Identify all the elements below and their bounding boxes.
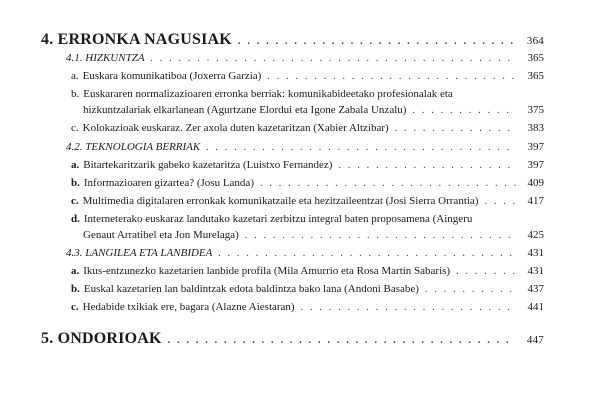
toc-section-4-2[interactable] xyxy=(66,141,544,153)
toc-section-4-3[interactable] xyxy=(66,247,544,259)
section-title: 4.2. TEKNOLOGIA BERRIAK xyxy=(66,141,201,153)
toc-entry-4-2-c[interactable] xyxy=(71,195,544,207)
dot-leader xyxy=(412,105,516,116)
page-number: 383 xyxy=(527,122,544,134)
entry-title: Euskararen normalizazioaren erronka berriak: komunikabideetako profesionalak eta xyxy=(83,88,453,100)
toc-chapter-5[interactable] xyxy=(41,330,544,348)
dot-leader xyxy=(425,284,516,295)
entry-title: Euskara komunikatiboa (Joxerra Garzia) xyxy=(82,70,262,82)
entry-label: a. xyxy=(71,159,80,171)
page-number: 437 xyxy=(527,283,544,295)
page-number: 447 xyxy=(526,334,544,346)
section-title: 4.1. HIZKUNTZA xyxy=(66,52,145,64)
entry-title: Bitartekaritzarik gabeko kazetaritza (Luistxo Fernandez) xyxy=(83,159,333,171)
entry-title-cont: Genaut Arratibel eta Jon Murelaga) xyxy=(83,229,239,241)
entry-title: Ikus-entzunezko kazetarien lanbide profila (Mila Amurrio eta Rosa Martín Sabaris) xyxy=(83,265,451,277)
entry-label: c. xyxy=(71,122,79,134)
page-number: 365 xyxy=(527,52,544,64)
section-title: 4.3. LANGILEA ETA LANBIDEA xyxy=(66,247,213,259)
chapter-title: 4. ERRONKA NAGUSIAK xyxy=(41,31,232,48)
dot-leader xyxy=(267,71,516,82)
toc-chapter-4[interactable] xyxy=(41,31,544,49)
toc-entry-4-3-b[interactable] xyxy=(71,283,544,295)
dot-leader xyxy=(456,266,516,277)
entry-title: Euskal kazetarien lan baldintzak edota baldintza bako lana (Andoni Basabe) xyxy=(83,283,419,295)
entry-title: Kolokazioak euskaraz. Zer axola duten kazetaritzan (Xabier Altzibar) xyxy=(82,122,389,134)
dot-leader xyxy=(218,248,516,259)
chapter-title: 5. ONDORIOAK xyxy=(41,330,162,347)
entry-label: c. xyxy=(71,195,79,207)
entry-title: Informazioaren gizartea? (Josu Landa) xyxy=(83,177,254,189)
dot-leader xyxy=(245,230,516,241)
entry-label: d. xyxy=(71,213,80,225)
page-number: 365 xyxy=(527,70,544,82)
dot-leader xyxy=(168,335,516,346)
toc-entry-4-2-a[interactable] xyxy=(71,159,544,171)
page-number: 431 xyxy=(527,247,544,259)
page-number: 409 xyxy=(527,177,544,189)
entry-label: a. xyxy=(71,265,80,277)
entry-label: b. xyxy=(71,177,80,189)
entry-label: b. xyxy=(71,88,80,100)
dot-leader xyxy=(260,178,516,189)
entry-title: Hedabide txikiak ere, bagara (Alazne Aiestaran) xyxy=(82,301,295,313)
toc-section-4-1[interactable] xyxy=(66,52,544,64)
page-number: 441 xyxy=(527,301,544,313)
page-number: 364 xyxy=(526,35,544,47)
dot-leader xyxy=(395,123,516,134)
dot-leader xyxy=(206,142,516,153)
dot-leader xyxy=(484,196,516,207)
toc-entry-4-2-d-line1[interactable] xyxy=(71,213,472,225)
toc-entry-4-1-b-line1[interactable] xyxy=(71,88,453,100)
entry-label: c. xyxy=(71,301,79,313)
page-number: 397 xyxy=(527,159,544,171)
entry-label: a. xyxy=(71,70,79,82)
entry-label: b. xyxy=(71,283,80,295)
page-number: 375 xyxy=(527,104,544,116)
entry-title: Multimedia digitalaren erronkak komunikatzaile eta hezitzaileentzat (Josi Sierra Orrantia) xyxy=(82,195,479,207)
dot-leader xyxy=(151,53,516,64)
dot-leader xyxy=(238,36,516,47)
dot-leader xyxy=(338,160,516,171)
toc-entry-4-2-d-line2[interactable] xyxy=(83,229,544,241)
page-number: 431 xyxy=(527,265,544,277)
page-number: 417 xyxy=(527,195,544,207)
toc-entry-4-3-c[interactable] xyxy=(71,301,544,313)
toc-entry-4-1-c[interactable] xyxy=(71,122,544,134)
toc-entry-4-3-a[interactable] xyxy=(71,265,544,277)
page-number: 425 xyxy=(527,229,544,241)
page-number: 397 xyxy=(527,141,544,153)
entry-title: Interneterako euskaraz landutako kazetari zerbitzu integral baten proposamena (Aingeru xyxy=(83,213,473,225)
entry-title-cont: hizkuntzalariak elkarlanean (Agurtzane Elordui eta Igone Zabala Unzalu) xyxy=(83,104,407,116)
toc-entry-4-1-a[interactable] xyxy=(71,70,544,82)
toc-entry-4-2-b[interactable] xyxy=(71,177,544,189)
toc-entry-4-1-b-line2[interactable] xyxy=(83,104,544,116)
dot-leader xyxy=(301,302,516,313)
